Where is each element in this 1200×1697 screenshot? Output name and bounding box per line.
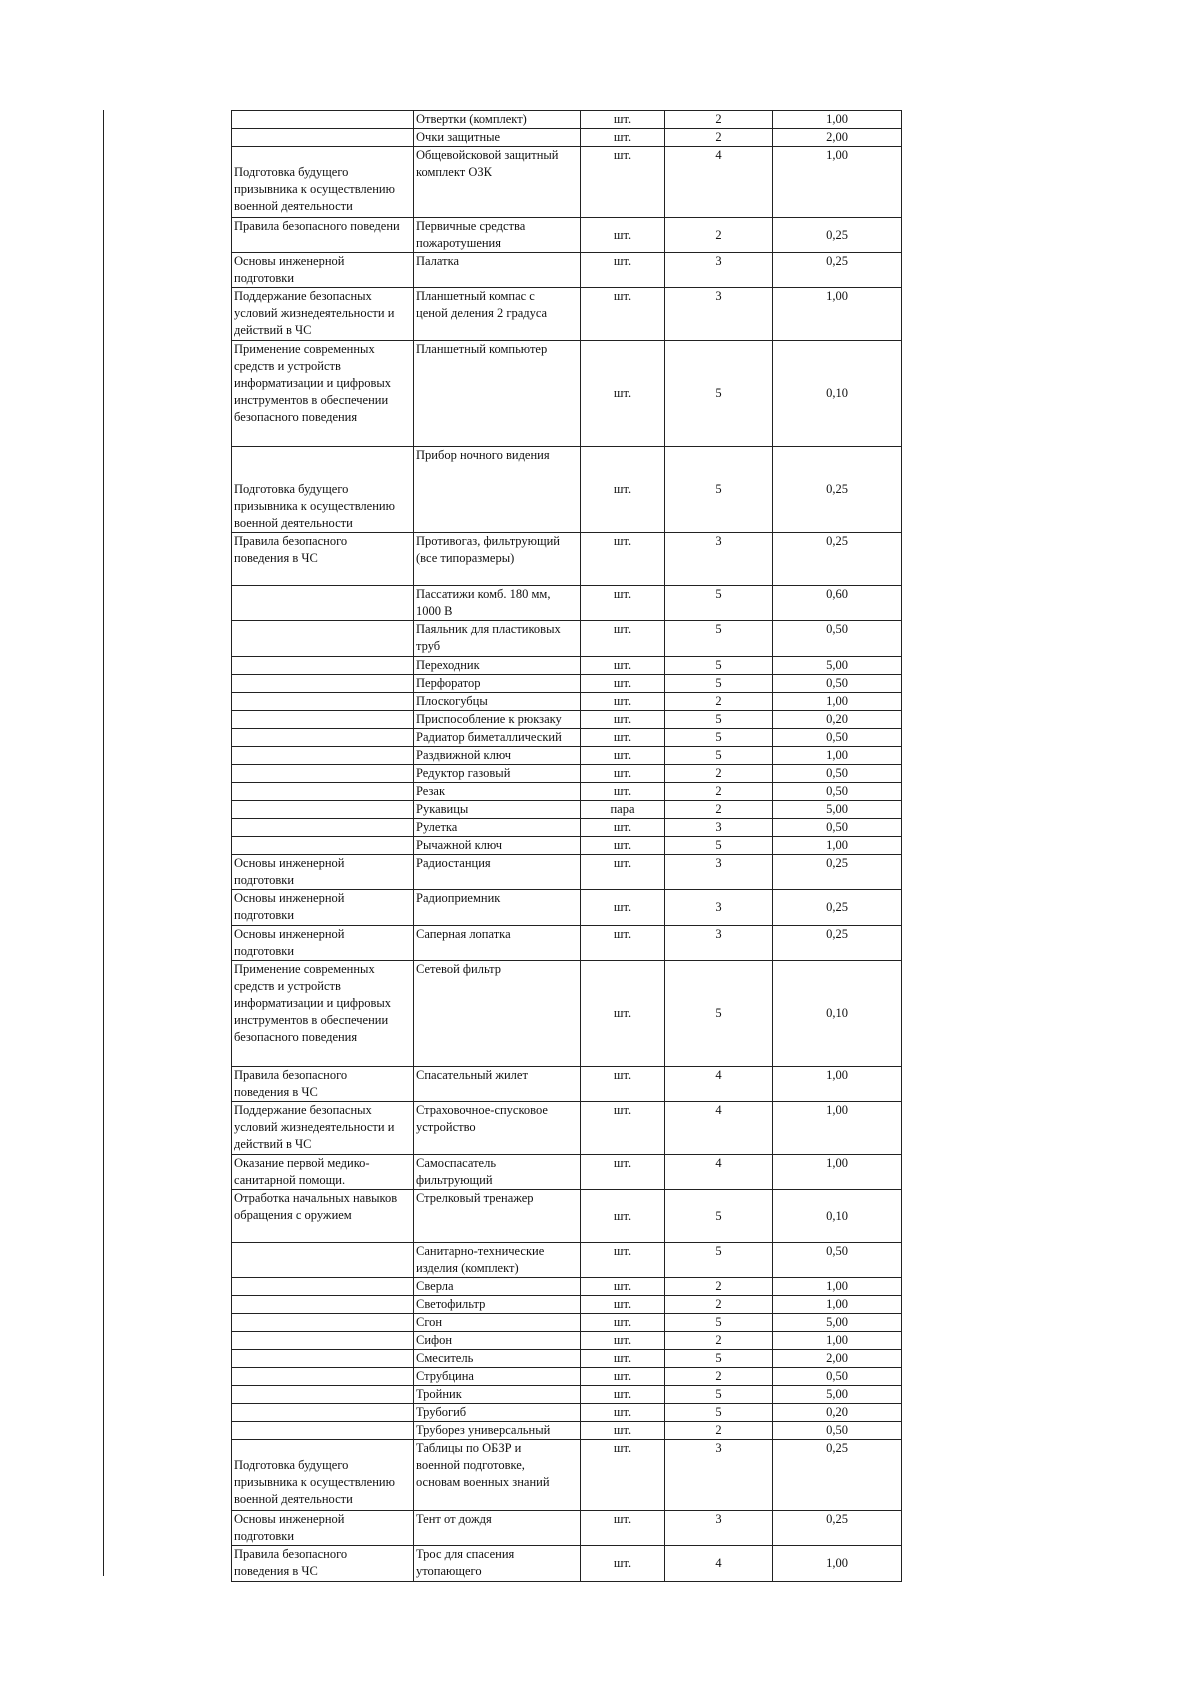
item-name-cell: Палатка [414,253,581,288]
item-name-cell: Плоскогубцы [414,693,581,711]
item-name-cell: Саперная лопатка [414,926,581,961]
unit-cell: шт. [581,890,665,926]
coefficient-cell: 0,25 [773,926,902,961]
item-name-cell: Прибор ночного видения [414,447,581,533]
coefficient-cell: 0,10 [773,961,902,1067]
unit-cell: шт. [581,657,665,675]
quantity-cell: 5 [665,711,773,729]
table-row [232,621,902,657]
table-row [232,111,902,129]
coefficient-cell: 1,00 [773,1278,902,1296]
coefficient-cell: 2,00 [773,1350,902,1368]
category-cell [232,657,414,675]
quantity-cell: 4 [665,1067,773,1102]
coefficient-cell: 5,00 [773,801,902,819]
table-row [232,1404,902,1422]
coefficient-cell: 1,00 [773,837,902,855]
item-name-cell: Паяльник для пластиковых труб [414,621,581,657]
coefficient-cell: 1,00 [773,693,902,711]
unit-cell: шт. [581,1155,665,1190]
coefficient-cell: 0,10 [773,1190,902,1243]
category-cell: Поддержание безопасных условий жизнедеятельности и действий в ЧС [232,288,414,341]
category-cell [232,837,414,855]
coefficient-cell: 5,00 [773,1386,902,1404]
item-name-cell: Приспособление к рюкзаку [414,711,581,729]
unit-cell: шт. [581,926,665,961]
item-name-cell: Трубогиб [414,1404,581,1422]
coefficient-cell: 0,20 [773,1404,902,1422]
coefficient-cell: 0,25 [773,855,902,890]
item-name-cell: Противогаз, фильтрующий (все типоразмеры) [414,533,581,586]
category-cell [232,1404,414,1422]
unit-cell: шт. [581,129,665,147]
coefficient-cell: 0,50 [773,819,902,837]
category-cell [232,1332,414,1350]
coefficient-cell: 1,00 [773,1546,902,1582]
equipment-table [231,110,902,1582]
item-name-cell: Сверла [414,1278,581,1296]
coefficient-cell: 1,00 [773,1155,902,1190]
quantity-cell: 5 [665,961,773,1067]
category-cell [232,1278,414,1296]
table-row [232,855,902,890]
coefficient-cell: 0,50 [773,1243,902,1278]
table-row [232,1190,902,1243]
quantity-cell: 2 [665,801,773,819]
category-cell [232,711,414,729]
unit-cell: шт. [581,765,665,783]
coefficient-cell: 0,25 [773,533,902,586]
table-row [232,1440,902,1511]
item-name-cell: Рукавицы [414,801,581,819]
quantity-cell: 5 [665,1404,773,1422]
table-row [232,675,902,693]
quantity-cell: 2 [665,129,773,147]
coefficient-cell: 5,00 [773,1314,902,1332]
item-name-cell: Светофильтр [414,1296,581,1314]
category-cell: Подготовка будущего призывника к осуществлению военной деятельности [232,1440,414,1511]
table-row [232,1067,902,1102]
quantity-cell: 3 [665,1511,773,1546]
table-row [232,586,902,621]
table-row [232,1386,902,1404]
coefficient-cell: 0,50 [773,1422,902,1440]
unit-cell: шт. [581,218,665,253]
quantity-cell: 3 [665,819,773,837]
unit-cell: шт. [581,1332,665,1350]
unit-cell: шт. [581,783,665,801]
coefficient-cell: 0,60 [773,586,902,621]
unit-cell: шт. [581,729,665,747]
item-name-cell: Сетевой фильтр [414,961,581,1067]
category-cell [232,111,414,129]
category-cell [232,675,414,693]
table-row [232,1314,902,1332]
coefficient-cell: 0,50 [773,765,902,783]
quantity-cell: 2 [665,693,773,711]
quantity-cell: 4 [665,1546,773,1582]
unit-cell: шт. [581,1386,665,1404]
quantity-cell: 5 [665,675,773,693]
coefficient-cell: 0,20 [773,711,902,729]
table-row [232,1368,902,1386]
item-name-cell: Смеситель [414,1350,581,1368]
quantity-cell: 5 [665,341,773,447]
table-row [232,533,902,586]
unit-cell: шт. [581,1422,665,1440]
category-cell: Подготовка будущего призывника к осуществлению военной деятельности [232,147,414,218]
category-cell [232,765,414,783]
item-name-cell: Струбцина [414,1368,581,1386]
table-row [232,1278,902,1296]
category-cell: Основы инженерной подготовки [232,253,414,288]
item-name-cell: Пассатижи комб. 180 мм, 1000 В [414,586,581,621]
table-row [232,1296,902,1314]
quantity-cell: 3 [665,253,773,288]
table-row [232,1511,902,1546]
unit-cell: шт. [581,447,665,533]
table-row [232,1546,902,1582]
coefficient-cell: 5,00 [773,657,902,675]
table-row [232,765,902,783]
item-name-cell: Стрелковый тренажер [414,1190,581,1243]
category-cell: Поддержание безопасных условий жизнедеятельности и действий в ЧС [232,1102,414,1155]
unit-cell: шт. [581,341,665,447]
coefficient-cell: 1,00 [773,147,902,218]
unit-cell: шт. [581,1102,665,1155]
table-row [232,1155,902,1190]
item-name-cell: Радиоприемник [414,890,581,926]
equipment-table-body [232,111,902,1582]
item-name-cell: Тройник [414,1386,581,1404]
coefficient-cell: 0,10 [773,341,902,447]
unit-cell: шт. [581,147,665,218]
coefficient-cell: 1,00 [773,1296,902,1314]
coefficient-cell: 0,50 [773,1368,902,1386]
quantity-cell: 5 [665,586,773,621]
unit-cell: шт. [581,819,665,837]
category-cell: Основы инженерной подготовки [232,926,414,961]
coefficient-cell: 1,00 [773,288,902,341]
item-name-cell: Сифон [414,1332,581,1350]
unit-cell: шт. [581,1278,665,1296]
category-cell: Основы инженерной подготовки [232,890,414,926]
unit-cell: шт. [581,586,665,621]
unit-cell: шт. [581,1368,665,1386]
quantity-cell: 2 [665,111,773,129]
item-name-cell: Таблицы по ОБЗР и военной подготовке, основам военных знаний [414,1440,581,1511]
quantity-cell: 5 [665,621,773,657]
item-name-cell: Общевойсковой защитный комплект ОЗК [414,147,581,218]
coefficient-cell: 0,25 [773,1440,902,1511]
category-cell [232,1314,414,1332]
unit-cell: шт. [581,711,665,729]
quantity-cell: 2 [665,1332,773,1350]
category-cell [232,621,414,657]
category-cell [232,1386,414,1404]
category-cell: Отработка начальных навыков обращения с оружием [232,1190,414,1243]
category-cell [232,1243,414,1278]
coefficient-cell: 0,25 [773,253,902,288]
quantity-cell: 5 [665,1350,773,1368]
quantity-cell: 3 [665,288,773,341]
unit-cell: шт. [581,1314,665,1332]
quantity-cell: 2 [665,1278,773,1296]
unit-cell: шт. [581,111,665,129]
item-name-cell: Радиатор биметаллический [414,729,581,747]
item-name-cell: Самоспасатель фильтрующий [414,1155,581,1190]
quantity-cell: 2 [665,1422,773,1440]
coefficient-cell: 1,00 [773,747,902,765]
category-cell [232,129,414,147]
category-cell [232,1350,414,1368]
item-name-cell: Страховочное-спусковое устройство [414,1102,581,1155]
item-name-cell: Рулетка [414,819,581,837]
coefficient-cell: 0,25 [773,218,902,253]
table-row [232,747,902,765]
quantity-cell: 2 [665,1368,773,1386]
quantity-cell: 5 [665,447,773,533]
quantity-cell: 5 [665,729,773,747]
category-cell [232,783,414,801]
category-cell: Правила безопасного поведени [232,218,414,253]
quantity-cell: 5 [665,1243,773,1278]
item-name-cell: Трос для спасения утопающего [414,1546,581,1582]
category-cell [232,586,414,621]
unit-cell: шт. [581,1190,665,1243]
unit-cell: шт. [581,533,665,586]
unit-cell: шт. [581,1440,665,1511]
coefficient-cell: 1,00 [773,1102,902,1155]
unit-cell: шт. [581,855,665,890]
coefficient-cell: 0,25 [773,890,902,926]
table-row [232,926,902,961]
quantity-cell: 2 [665,765,773,783]
coefficient-cell: 0,50 [773,729,902,747]
category-cell: Применение современных средств и устройств информатизации и цифровых инструментов в обеспечении безопасного поведения [232,961,414,1067]
quantity-cell: 5 [665,657,773,675]
unit-cell: шт. [581,253,665,288]
category-cell: Правила безопасного поведения в ЧС [232,1546,414,1582]
table-row [232,711,902,729]
unit-cell: шт. [581,1404,665,1422]
table-row [232,819,902,837]
quantity-cell: 2 [665,783,773,801]
table-row [232,961,902,1067]
table-row [232,341,902,447]
item-name-cell: Сгон [414,1314,581,1332]
item-name-cell: Перфоратор [414,675,581,693]
item-name-cell: Очки защитные [414,129,581,147]
category-cell [232,693,414,711]
unit-cell: шт. [581,747,665,765]
unit-cell: шт. [581,1350,665,1368]
unit-cell: шт. [581,621,665,657]
item-name-cell: Отвертки (комплект) [414,111,581,129]
category-cell: Правила безопасного поведения в ЧС [232,533,414,586]
item-name-cell: Раздвижной ключ [414,747,581,765]
item-name-cell: Радиостанция [414,855,581,890]
category-cell: Применение современных средств и устройств информатизации и цифровых инструментов в обеспечении безопасного поведения [232,341,414,447]
coefficient-cell: 1,00 [773,1067,902,1102]
quantity-cell: 4 [665,1102,773,1155]
coefficient-cell: 1,00 [773,1332,902,1350]
item-name-cell: Переходник [414,657,581,675]
quantity-cell: 4 [665,147,773,218]
quantity-cell: 3 [665,890,773,926]
unit-cell: шт. [581,288,665,341]
quantity-cell: 4 [665,1155,773,1190]
item-name-cell: Первичные средства пожаротушения [414,218,581,253]
table-row [232,147,902,218]
item-name-cell: Рычажной ключ [414,837,581,855]
unit-cell: шт. [581,1511,665,1546]
category-cell [232,819,414,837]
category-cell [232,729,414,747]
item-name-cell: Труборез универсальный [414,1422,581,1440]
unit-cell: шт. [581,693,665,711]
category-cell: Правила безопасного поведения в ЧС [232,1067,414,1102]
item-name-cell: Спасательный жилет [414,1067,581,1102]
unit-cell: пара [581,801,665,819]
category-cell: Основы инженерной подготовки [232,855,414,890]
table-row [232,890,902,926]
coefficient-cell: 0,50 [773,783,902,801]
table-row [232,783,902,801]
quantity-cell: 2 [665,218,773,253]
coefficient-cell: 0,50 [773,621,902,657]
item-name-cell: Санитарно-технические изделия (комплект) [414,1243,581,1278]
unit-cell: шт. [581,1546,665,1582]
item-name-cell: Планшетный компас с ценой деления 2 градуса [414,288,581,341]
table-row [232,218,902,253]
table-row [232,1102,902,1155]
table-row [232,657,902,675]
page-margin-line [103,110,104,1576]
quantity-cell: 5 [665,837,773,855]
coefficient-cell: 0,50 [773,675,902,693]
unit-cell: шт. [581,1067,665,1102]
table-row [232,693,902,711]
table-row [232,1332,902,1350]
unit-cell: шт. [581,675,665,693]
item-name-cell: Тент от дождя [414,1511,581,1546]
category-cell [232,747,414,765]
quantity-cell: 5 [665,1314,773,1332]
quantity-cell: 2 [665,1296,773,1314]
coefficient-cell: 1,00 [773,111,902,129]
coefficient-cell: 2,00 [773,129,902,147]
quantity-cell: 5 [665,1386,773,1404]
category-cell [232,1296,414,1314]
table-row [232,801,902,819]
unit-cell: шт. [581,1243,665,1278]
item-name-cell: Редуктор газовый [414,765,581,783]
category-cell [232,1422,414,1440]
quantity-cell: 3 [665,533,773,586]
category-cell: Подготовка будущего призывника к осуществлению военной деятельности [232,447,414,533]
table-row [232,1350,902,1368]
table-row [232,447,902,533]
table-row [232,1422,902,1440]
quantity-cell: 5 [665,747,773,765]
quantity-cell: 3 [665,1440,773,1511]
table-row [232,253,902,288]
category-cell [232,801,414,819]
table-row [232,1243,902,1278]
item-name-cell: Планшетный компьютер [414,341,581,447]
category-cell: Оказание первой медико- санитарной помощи. [232,1155,414,1190]
unit-cell: шт. [581,961,665,1067]
category-cell [232,1368,414,1386]
table-row [232,837,902,855]
quantity-cell: 3 [665,855,773,890]
item-name-cell: Резак [414,783,581,801]
category-cell: Основы инженерной подготовки [232,1511,414,1546]
coefficient-cell: 0,25 [773,447,902,533]
quantity-cell: 5 [665,1190,773,1243]
unit-cell: шт. [581,837,665,855]
table-row [232,729,902,747]
unit-cell: шт. [581,1296,665,1314]
coefficient-cell: 0,25 [773,1511,902,1546]
quantity-cell: 3 [665,926,773,961]
table-row [232,288,902,341]
table-row [232,129,902,147]
